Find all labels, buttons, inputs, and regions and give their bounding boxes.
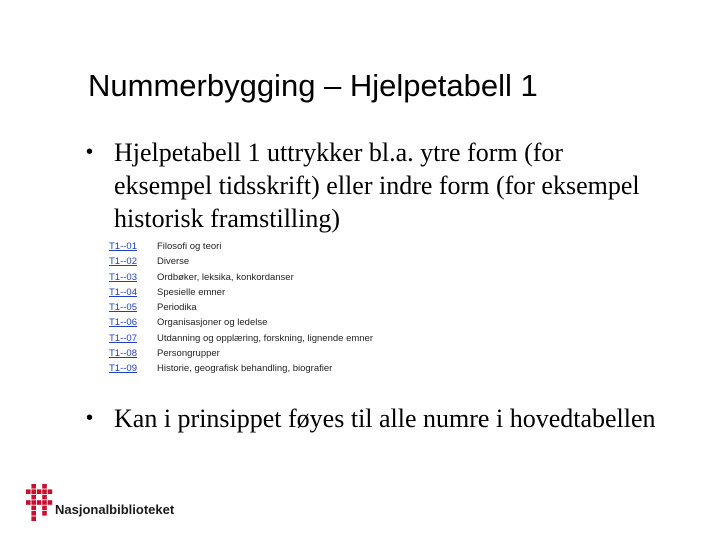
bullet-item-1	[86, 136, 666, 235]
table-code-link[interactable]: T1--03	[109, 271, 137, 283]
table-label: Diverse	[157, 256, 190, 268]
table-row	[109, 346, 373, 361]
table-code-link[interactable]: T1--01	[109, 241, 137, 252]
table-label: Ordbøker, leksika, konkordanser	[157, 271, 294, 283]
table-code-link[interactable]: T1--06	[109, 317, 137, 329]
table-label: Organisasjoner og ledelse	[157, 317, 268, 329]
table-code-link[interactable]: T1--04	[109, 286, 137, 298]
table-row	[109, 300, 373, 315]
table-row	[109, 361, 373, 376]
bullet-dot: •	[86, 141, 94, 163]
table-row	[109, 285, 373, 300]
logo-wordmark: Nasjonalbiblioteket	[55, 502, 175, 517]
table-row	[109, 315, 373, 330]
table-code-link[interactable]: T1--08	[109, 348, 137, 360]
table-row	[109, 239, 373, 254]
table-label: Utdanning og opplæring, forskning, lignende emner	[157, 332, 373, 344]
table-label: Periodika	[157, 302, 197, 314]
table-code-link[interactable]: T1--05	[109, 302, 137, 314]
table-code-link[interactable]: T1--02	[109, 256, 137, 268]
slide-title: Nummerbygging – Hjelpetabell 1	[88, 68, 538, 103]
table-row	[109, 331, 373, 346]
table-label: Historie, geografisk behandling, biografier	[157, 363, 333, 375]
table-label: Spesielle emner	[157, 286, 226, 298]
table-label: Persongrupper	[157, 348, 220, 360]
bullet-text: Hjelpetabell 1 uttrykker bl.a. ytre form (for eksempel tidsskrift) eller indre form (for eksempel historisk framstilling)	[114, 138, 640, 233]
table-code-link[interactable]: T1--07	[109, 332, 137, 344]
bullet-dot: •	[86, 407, 94, 429]
table-row	[109, 254, 373, 269]
auxiliary-table-excerpt	[109, 239, 373, 377]
bullet-text: Kan i prinsippet føyes til alle numre i hovedtabellen	[114, 404, 656, 433]
table-row	[109, 270, 373, 285]
table-code-link[interactable]: T1--09	[109, 363, 137, 375]
table-label: Filosofi og teori	[157, 241, 222, 252]
bullet-item-2	[86, 402, 666, 435]
